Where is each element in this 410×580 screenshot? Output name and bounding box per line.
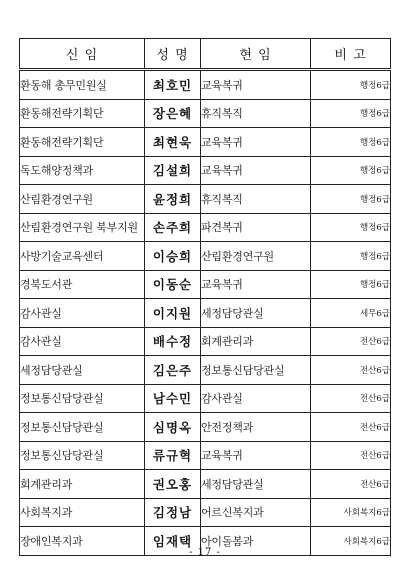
name-cell: 최호민 xyxy=(145,70,201,100)
table-header-row xyxy=(20,39,391,70)
note-cell: 사회복지6급 xyxy=(311,527,391,556)
table-row xyxy=(20,156,391,185)
name-cell: 김은주 xyxy=(145,356,201,385)
name-cell: 윤정희 xyxy=(145,185,201,214)
current-post-cell: 교육복귀 xyxy=(201,156,311,185)
name-cell: 심명옥 xyxy=(145,413,201,442)
new-post-cell: 환동해전략기획단 xyxy=(20,128,145,157)
table-row xyxy=(20,384,391,413)
name-cell: 최현욱 xyxy=(145,128,201,157)
note-cell: 행정6급 xyxy=(311,242,391,271)
header-note: 비 고 xyxy=(311,39,391,70)
current-post-cell: 세정담당관실 xyxy=(201,299,311,328)
table-row xyxy=(20,99,391,128)
note-cell: 행정6급 xyxy=(311,270,391,299)
current-post-cell: 교육복귀 xyxy=(201,128,311,157)
header-current-post: 현 임 xyxy=(201,39,311,70)
new-post-cell: 환동해전략기획단 xyxy=(20,99,145,128)
current-post-cell: 아이돌봄과 xyxy=(201,527,311,556)
table-row xyxy=(20,356,391,385)
new-post-cell: 산림환경연구원 xyxy=(20,185,145,214)
name-cell: 장은혜 xyxy=(145,99,201,128)
new-post-cell: 경북도서관 xyxy=(20,270,145,299)
note-cell: 세무6급 xyxy=(311,299,391,328)
note-cell: 전산6급 xyxy=(311,470,391,499)
current-post-cell: 세정담당관실 xyxy=(201,470,311,499)
personnel-roster-table xyxy=(19,38,391,556)
current-post-cell: 안전정책과 xyxy=(201,413,311,442)
name-cell: 김설희 xyxy=(145,156,201,185)
table-row xyxy=(20,470,391,499)
new-post-cell: 정보통신담당관실 xyxy=(20,441,145,470)
current-post-cell: 감사관실 xyxy=(201,384,311,413)
current-post-cell: 교육복귀 xyxy=(201,270,311,299)
new-post-cell: 산림환경연구원 북부지원 xyxy=(20,213,145,242)
note-cell: 행정6급 xyxy=(311,70,391,100)
current-post-cell: 산림환경연구원 xyxy=(201,242,311,271)
table-row xyxy=(20,185,391,214)
note-cell: 행정6급 xyxy=(311,185,391,214)
note-cell: 전산6급 xyxy=(311,356,391,385)
name-cell: 이승희 xyxy=(145,242,201,271)
table-row xyxy=(20,413,391,442)
name-cell: 배수정 xyxy=(145,327,201,356)
note-cell: 전산6급 xyxy=(311,327,391,356)
table-row xyxy=(20,441,391,470)
name-cell: 손주희 xyxy=(145,213,201,242)
current-post-cell: 정보통신담당관실 xyxy=(201,356,311,385)
new-post-cell: 감사관실 xyxy=(20,327,145,356)
new-post-cell: 정보통신담당관실 xyxy=(20,384,145,413)
name-cell: 권오홍 xyxy=(145,470,201,499)
note-cell: 사회복지6급 xyxy=(311,498,391,527)
new-post-cell: 감사관실 xyxy=(20,299,145,328)
table-row xyxy=(20,213,391,242)
table-row xyxy=(20,270,391,299)
header-new-post: 신 임 xyxy=(20,39,145,70)
name-cell: 남수민 xyxy=(145,384,201,413)
new-post-cell: 사방기술교육센터 xyxy=(20,242,145,271)
table-row xyxy=(20,242,391,271)
new-post-cell: 독도해양정책과 xyxy=(20,156,145,185)
note-cell: 행정6급 xyxy=(311,156,391,185)
header-name: 성 명 xyxy=(145,39,201,70)
new-post-cell: 정보통신담당관실 xyxy=(20,413,145,442)
note-cell: 전산6급 xyxy=(311,413,391,442)
table-row xyxy=(20,128,391,157)
current-post-cell: 교육복귀 xyxy=(201,441,311,470)
name-cell: 류규혁 xyxy=(145,441,201,470)
table-body xyxy=(20,70,391,556)
new-post-cell: 장애인복지과 xyxy=(20,527,145,556)
new-post-cell: 사회복지과 xyxy=(20,498,145,527)
note-cell: 행정6급 xyxy=(311,213,391,242)
current-post-cell: 파견복귀 xyxy=(201,213,311,242)
current-post-cell: 회계관리과 xyxy=(201,327,311,356)
table-row xyxy=(20,70,391,100)
current-post-cell: 휴직복직 xyxy=(201,99,311,128)
page-number: - 17 - xyxy=(189,547,221,558)
table-row xyxy=(20,299,391,328)
note-cell: 전산6급 xyxy=(311,384,391,413)
note-cell: 행정6급 xyxy=(311,99,391,128)
name-cell: 이동순 xyxy=(145,270,201,299)
name-cell: 이지원 xyxy=(145,299,201,328)
table-row xyxy=(20,327,391,356)
note-cell: 행정6급 xyxy=(311,128,391,157)
new-post-cell: 회계관리과 xyxy=(20,470,145,499)
new-post-cell: 세정담당관실 xyxy=(20,356,145,385)
table-row xyxy=(20,498,391,527)
new-post-cell: 환동해 총무민원실 xyxy=(20,70,145,100)
current-post-cell: 교육복귀 xyxy=(201,70,311,100)
name-cell: 김정남 xyxy=(145,498,201,527)
current-post-cell: 휴직복직 xyxy=(201,185,311,214)
name-cell: 임재택 xyxy=(145,527,201,556)
current-post-cell: 어르신복지과 xyxy=(201,498,311,527)
note-cell: 전산6급 xyxy=(311,441,391,470)
